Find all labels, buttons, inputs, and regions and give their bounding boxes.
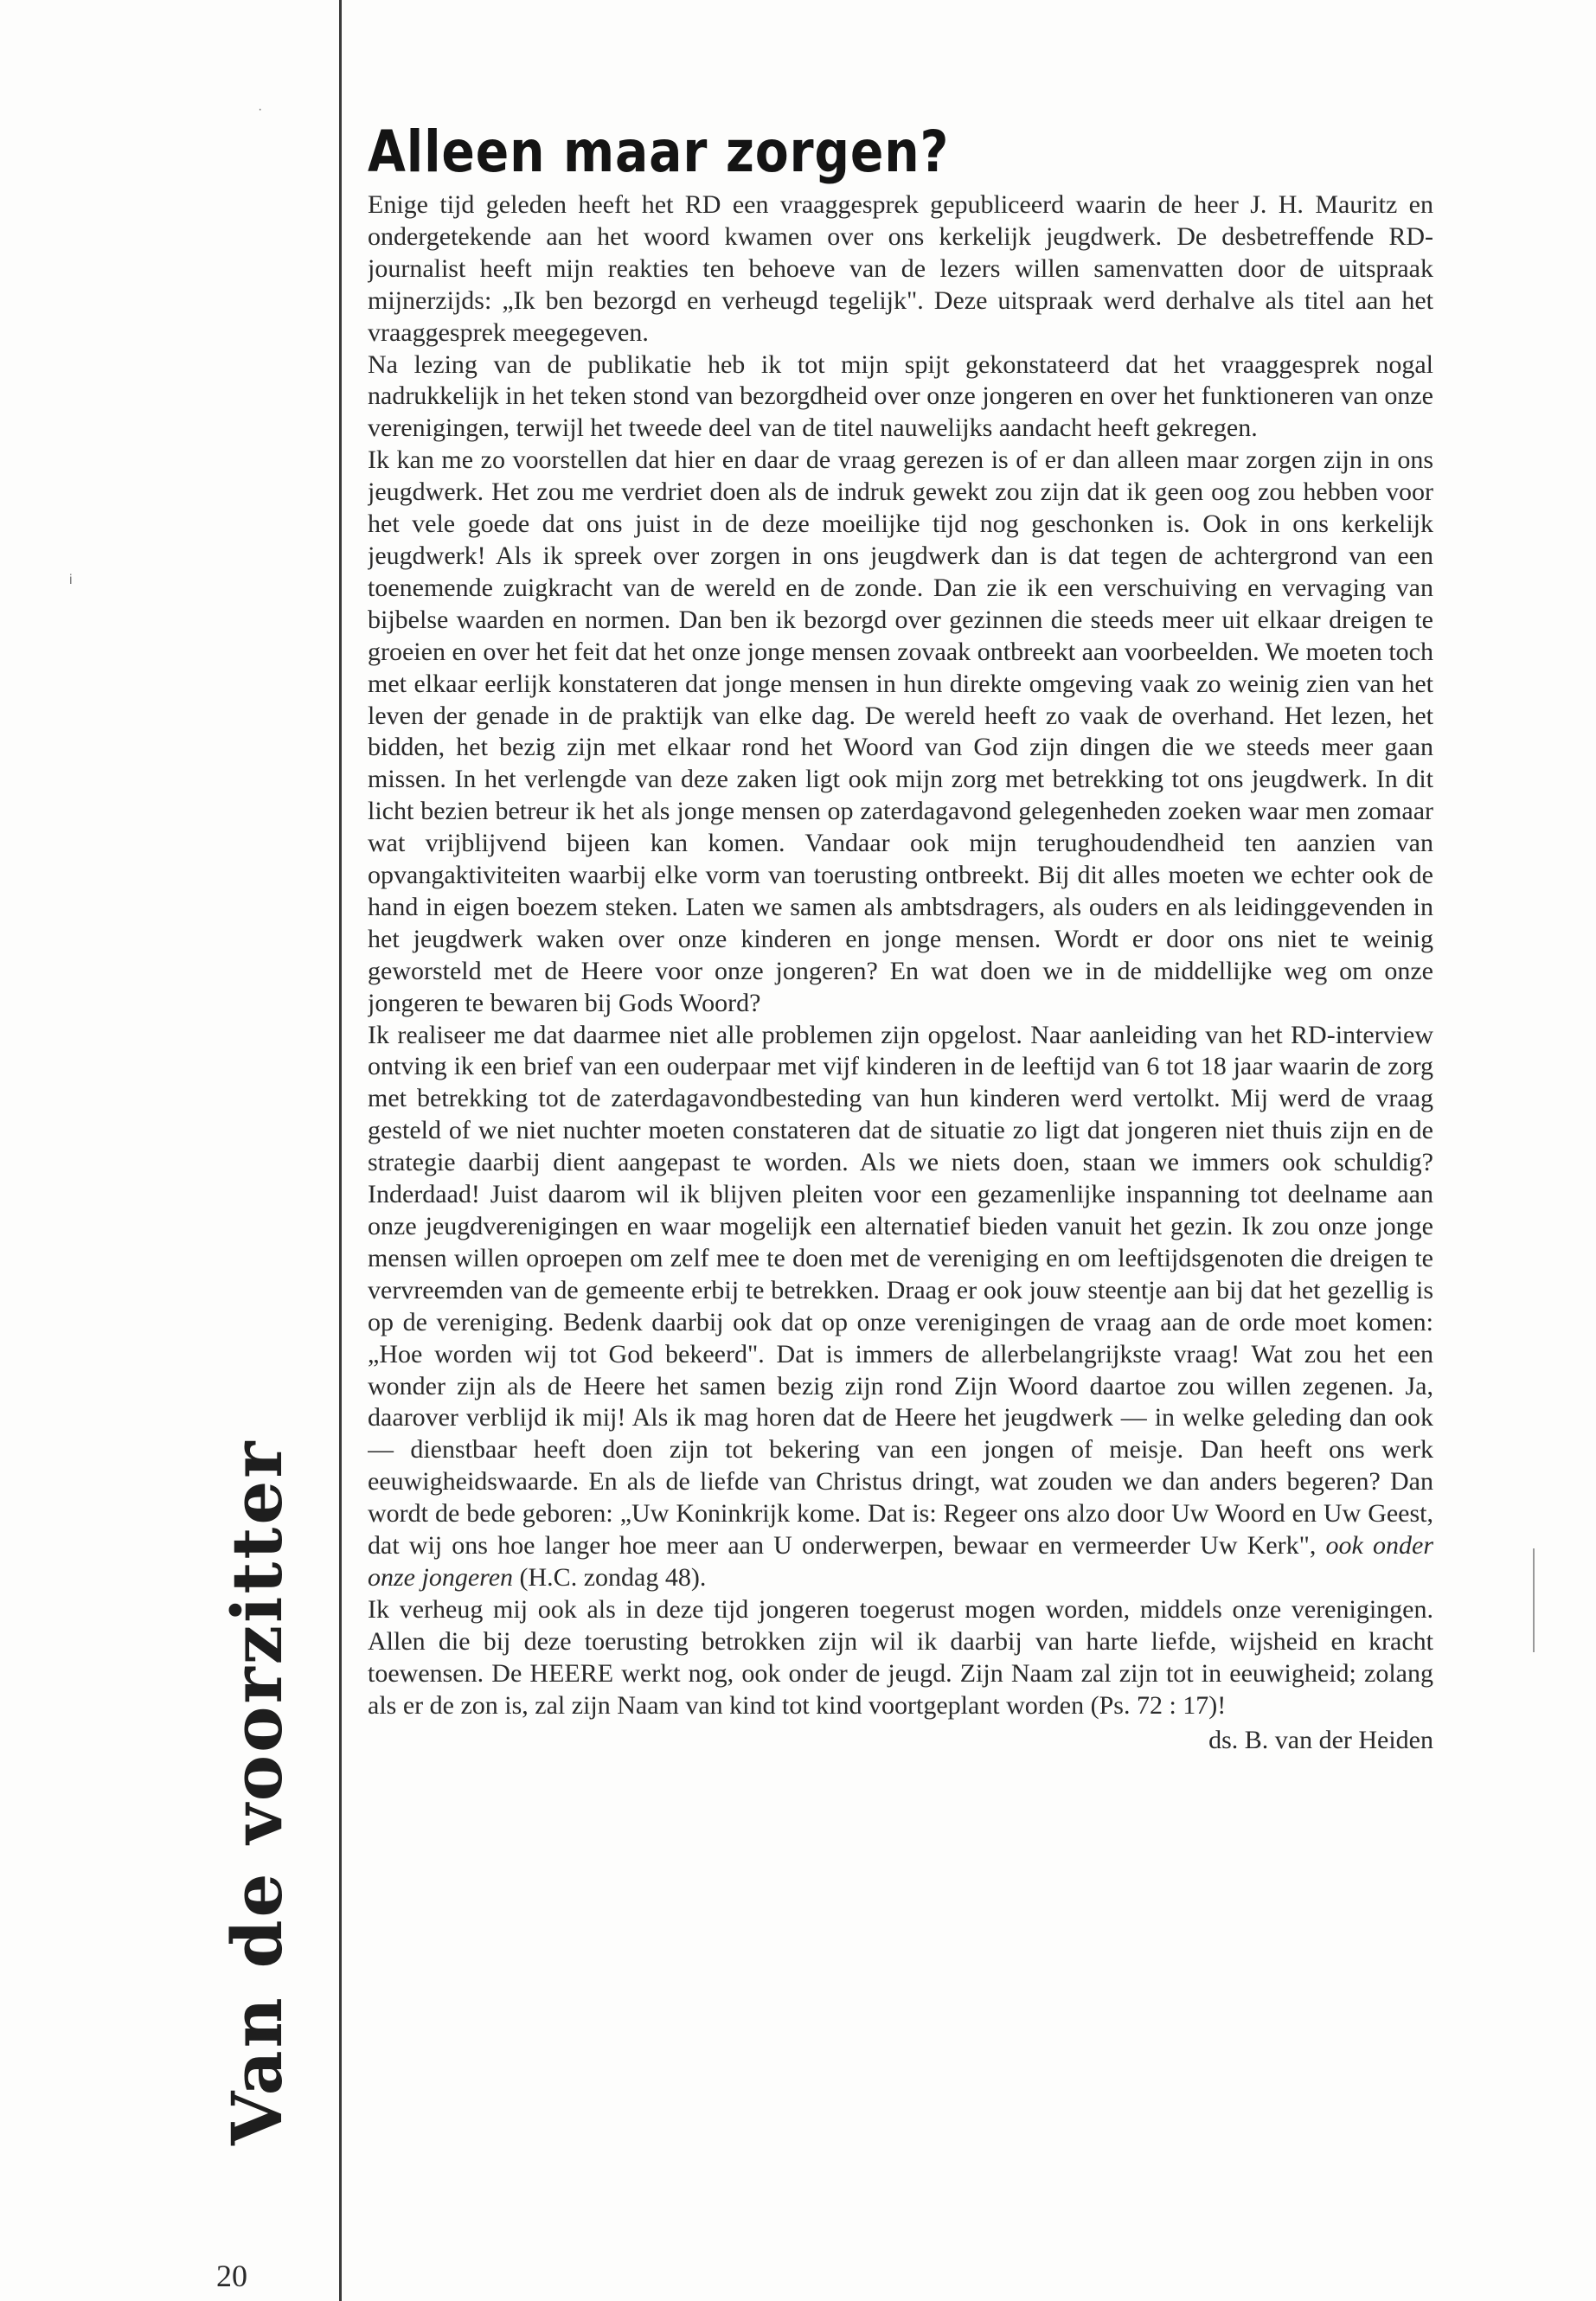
scan-mark: i: [69, 573, 73, 587]
scan-speck: ·: [258, 102, 263, 117]
paragraph: Na lezing van de publikatie heb ik tot mijn spijt gekonstateerd dat het vraaggesprek nogal nadrukkelijk in het teken stond van bezorgdheid over onze jongeren en over het funktioneren van onze verenigingen, terwijl het tweede deel van de titel nauwelijks aandacht heeft gekregen.: [368, 349, 1433, 443]
paragraph: Ik kan me zo voorstellen dat hier en daar de vraag gerezen is of er dan alleen maar zorgen zijn in ons jeugdwerk. Het zou me verdriet doen als de indruk gewekt zou zijn dat ik geen oog zou hebben voor het vele goede dat ons juist in de deze moeilijke tijd nog geschonken is. Ook in ons kerkelijk jeugdwerk! Als ik spreek over zorgen in ons jeugdwerk dan is dat tegen de achtergrond van een toenemende zuigkracht van de wereld en de zonde. Dan zie ik een verschuiving en vervaging van bijbelse waarden en normen. Dan ben ik bezorgd over gezinnen die steeds meer uit elkaar dreigen te groeien en over het feit dat het onze jonge mensen zovaak ontbreekt aan voorbeelden. We moeten toch met elkaar eerlijk konstateren dat jonge mensen in hun direkte omgeving vaak zo weinig zien van het leven der genade in de praktijk van elke dag. De wereld heeft zo vaak de overhand. Het lezen, het bidden, het bezig zijn met elkaar rond het Woord van God zijn dingen die we steeds meer gaan missen. In het verlengde van deze zaken ligt ook mijn zorg met betrekking tot ons jeugdwerk. In dit licht bezien betreur ik het als jonge mensen op zaterdagavond gelegenheden zoeken waar men zomaar wat vrijblijvend bijeen kan komen. Vandaar ook mijn terughoudendheid ten aanzien van opvangaktiviteiten waarbij elke vorm van toerusting ontbreekt. Bij dit alles moeten we echter ook de hand in eigen boezem steken. Laten we samen als ambtsdragers, als ouders en als leidinggevenden in het jeugdwerk waken over onze kinderen en jonge mensen. Wordt er door ons niet te weinig geworsteld met de Heere voor onze jongeren? En wat doen we in de middellijke weg om onze jongeren te bewaren bij Gods Woord?: [368, 445, 1433, 1017]
page-number: 20: [216, 2259, 247, 2293]
paragraph: Enige tijd geleden heeft het RD een vraaggesprek gepubliceerd waarin de heer J. H. Mauritz en ondergetekende aan het woord kwamen over ons kerkelijk jeugdwerk. De desbetreffende RD-journalist heeft mijn reakties ten behoeve van de lezers willen samenvatten door de uitspraak mijnerzijds: „Ik ben bezorgd en verheugd tegelijk". Deze uitspraak werd derhalve als titel aan het vraaggesprek meegegeven.: [368, 190, 1433, 347]
italic-quote: ook onder onze jongeren: [368, 1531, 1433, 1592]
section-title-vertical: Van de voorzitter: [216, 1439, 298, 2145]
paragraph: Ik verheug mij ook als in deze tijd jongeren toegerust mogen worden, middels onze verenigingen. Allen die bij deze toerusting betrokken zijn wil ik daarbij van harte liefde, wijsheid en kracht toewensen. De HEERE werkt nog, ook onder de jeugd. Zijn Naam zal zijn tot in eeuwigheid; zolang als er de zon is, zal zijn Naam van kind tot kind voortgeplant worden (Ps. 72 : 17)!: [368, 1594, 1433, 1720]
catechism-reference: (H.C. zondag 48).: [513, 1562, 707, 1592]
article-title: Alleen maar zorgen?: [368, 119, 950, 185]
article-body: [368, 189, 1433, 1722]
article: [368, 117, 1433, 2202]
vertical-column-rule: [339, 0, 342, 2301]
paragraph: [368, 1020, 1433, 1594]
paragraph-text: Ik realiseer me dat daarmee niet alle problemen zijn opgelost. Naar aanleiding van het RD-interview ontving ik een brief van een ouderpaar met vijf kinderen in de leeftijd van 6 tot 18 jaar waarin de zorg met betrekking tot de zaterdagavondbesteding van hun kinderen werd vertolkt. Mij werd de vraag gesteld of we niet nuchter moeten constateren dat de situatie zo ligt dat jongeren niet thuis zijn en de strategie daarbij dient aangepast te worden. Als we niets doen, staan we immers ook schuldig? Inderdaad! Juist daarom wil ik blijven pleiten voor een gezamenlijke inspanning tot deelname aan onze jeugdverenigingen en waar mogelijk een alternatief bieden vanuit het gezin. Ik zou onze jonge mensen willen oproepen om zelf mee te doen met de vereniging en om leeftijdsgenoten die dreigen te vervreemden van de gemeente erbij te betrekken. Draag er ook jouw steentje aan bij dat het gezellig is op de vereniging. Bedenk daarbij ook dat op onze verenigingen de vraag aan de orde moet komen: „Hoe worden wij tot God bekeerd". Dat is immers de allerbelangrijkste vraag! Wat zou het een wonder zijn als de Heere het samen bezig zijn rond Zijn Woord daartoe zou willen zegenen. Ja, daarover verblijd ik mij! Als ik mag horen dat de Heere het jeugdwerk — in welke geleding dan ook — dienstbaar heeft doen zijn tot bekering van een jongen of meisje. Dan heeft ons werk eeuwigheidswaarde. En als de liefde van Christus dringt, wat zouden we dan anders begeren? Dan wordt de bede geboren: „Uw Koninkrijk kome. Dat is: Regeer ons alzo door Uw Woord en Uw Geest, dat wij ons hoe langer hoe meer aan U onderwerpen, bewaar en vermeerder Uw Kerk",: [368, 1020, 1433, 1561]
margin-line: [1533, 1548, 1535, 1652]
author-signature: ds. B. van der Heiden: [1208, 1725, 1433, 1754]
